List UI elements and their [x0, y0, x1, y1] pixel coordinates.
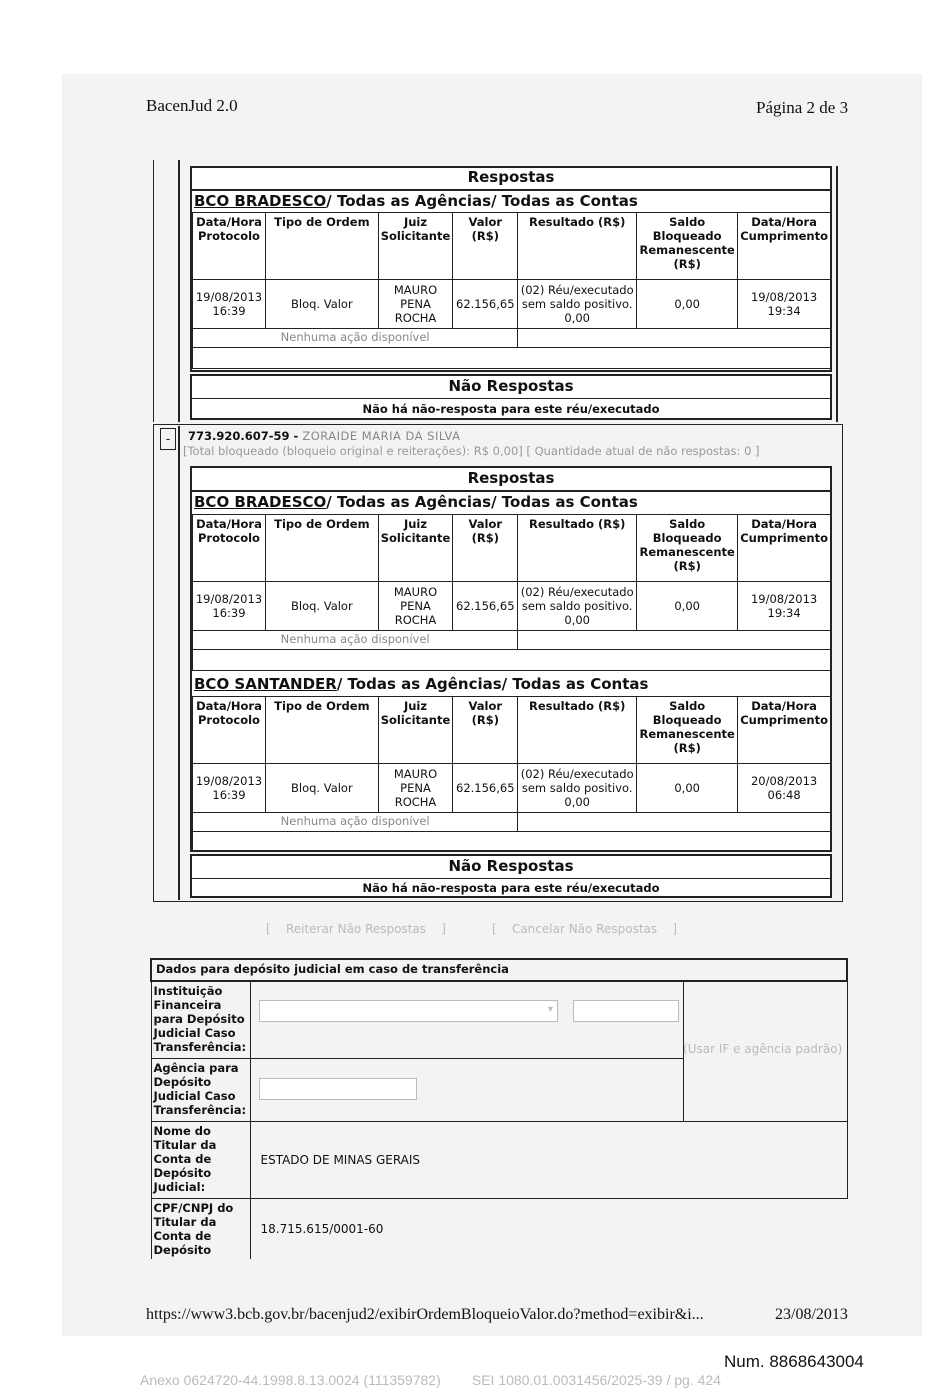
no-action-text: Nenhuma ação disponível: [193, 631, 518, 650]
titular-value: ESTADO DE MINAS GERAIS: [250, 1122, 847, 1199]
table-row: [193, 280, 831, 329]
nao-respostas-panel-1: [190, 374, 832, 420]
action-row: [193, 813, 831, 832]
bank-name: BCO BRADESCO: [194, 493, 327, 511]
cell-cumprimento: 19/08/2013 19:34: [738, 582, 831, 631]
bank-header-bradesco: [194, 192, 638, 210]
title-divider: [192, 189, 831, 191]
defendant-name: ZORAIDE MARIA DA SILVA: [302, 429, 461, 443]
cell-resultado: (02) Réu/executado sem saldo positivo. 0,00: [518, 764, 637, 813]
no-action-text: Nenhuma ação disponível: [193, 813, 518, 832]
col-saldo: Saldo Bloqueado Remanescente (R$): [637, 697, 738, 764]
cell-protocolo: 19/08/2013 16:39: [193, 764, 266, 813]
respostas-title: Respostas: [467, 168, 555, 186]
cell-saldo: 0,00: [637, 582, 738, 631]
cell-resultado: (02) Réu/executado sem saldo positivo. 0,00: [518, 280, 637, 329]
cell-valor: 62.156,65: [453, 280, 518, 329]
hint-usar-if-padrao[interactable]: (Usar IF e agência padrão): [683, 1042, 843, 1056]
col-valor: Valor (R$): [453, 697, 518, 764]
cell-valor: 62.156,65: [453, 582, 518, 631]
page-number: Página 2 de 3: [756, 98, 849, 117]
app-title: BacenJud 2.0: [146, 96, 238, 115]
col-resultado: Resultado (R$): [518, 697, 637, 764]
col-tipo: Tipo de Ordem: [265, 213, 378, 280]
document-number: Num. 8868643004: [724, 1352, 864, 1371]
titular-label: Nome do Titular da Conta de Depósito Judicial:: [151, 1122, 250, 1199]
cpf-value: 18.715.615/0001-60: [250, 1199, 847, 1260]
collapse-toggle[interactable]: [160, 428, 176, 450]
cell-resultado: (02) Réu/executado sem saldo positivo. 0,00: [518, 582, 637, 631]
cell-protocolo: 19/08/2013 16:39: [193, 582, 266, 631]
respostas-title: Respostas: [467, 469, 555, 487]
cell-tipo: Bloq. Valor: [265, 582, 378, 631]
response-table-bradesco: [192, 514, 831, 671]
nao-respostas-divider: [192, 398, 830, 399]
col-juiz: Juiz Solicitante: [378, 515, 453, 582]
col-cumprimento: Data/Hora Cumprimento: [738, 213, 831, 280]
response-table-santander: [192, 696, 831, 851]
col-valor: Valor (R$): [453, 515, 518, 582]
bank-name: BCO SANTANDER: [194, 675, 337, 693]
defendant-header: [188, 429, 461, 443]
outer-right-line: [836, 166, 838, 422]
bank-scope: / Todas as Agências/ Todas as Contas: [326, 493, 638, 511]
spacer-cell: [193, 650, 831, 671]
spacer-row: [193, 348, 831, 369]
bank-header-santander: [194, 675, 648, 693]
inner-left-line: [178, 160, 180, 422]
deposit-row-cpf: [151, 1199, 847, 1260]
reiterar-label: Reiterar Não Respostas: [285, 922, 427, 936]
defendant-cpf: 773.920.607-59: [188, 429, 290, 443]
cell-saldo: 0,00: [637, 764, 738, 813]
table-header-row: [193, 697, 831, 764]
instituicao-code-input[interactable]: [573, 1000, 679, 1022]
cell-protocolo: 19/08/2013 16:39: [193, 280, 266, 329]
col-saldo: Saldo Bloqueado Remanescente (R$): [637, 515, 738, 582]
agencia-input[interactable]: [259, 1078, 417, 1100]
table-row: [193, 764, 831, 813]
defendant-divider: [178, 426, 180, 900]
annex-watermark: Anexo 0624720-44.1998.8.13.0024 (111359782) SEI 1080.01.0031456/2025-39 / pg. 424: [140, 1372, 721, 1388]
col-juiz: Juiz Solicitante: [378, 697, 453, 764]
nao-respostas-divider: [192, 878, 830, 879]
deposit-title-row: [151, 959, 847, 981]
nao-respostas-title: Não Respostas: [448, 857, 574, 875]
print-date: 23/08/2013: [775, 1306, 848, 1323]
defendant-summary: [Total bloqueado (bloqueio original e reiterações): R$ 0,00] [ Quantidade atual de não respostas: 0 ]: [183, 444, 760, 458]
nao-respostas-panel-2: [190, 854, 832, 898]
bank-scope: / Todas as Agências/ Todas as Contas: [326, 192, 638, 210]
cell-cumprimento: 20/08/2013 06:48: [738, 764, 831, 813]
collapse-icon: -: [165, 432, 171, 446]
deposit-row-titular: [151, 1122, 847, 1199]
cell-cumprimento: 19/08/2013 19:34: [738, 280, 831, 329]
cell-juiz: MAURO PENA ROCHA: [378, 764, 453, 813]
title-divider: [192, 490, 831, 492]
table-header-row: [193, 515, 831, 582]
spacer-cell: [193, 348, 831, 369]
bank-name: BCO BRADESCO: [194, 192, 327, 210]
col-juiz: Juiz Solicitante: [378, 213, 453, 280]
action-empty-cell: [518, 813, 831, 832]
col-resultado: Resultado (R$): [518, 515, 637, 582]
reiterar-nao-respostas-button[interactable]: [ Reiterar Não Respostas ]: [266, 922, 446, 936]
cell-tipo: Bloq. Valor: [265, 280, 378, 329]
action-empty-cell: [518, 631, 831, 650]
cpf-label: CPF/CNPJ do Titular da Conta de Depósito: [151, 1199, 250, 1260]
chevron-down-icon: ▾: [547, 1004, 553, 1015]
response-table-1: [192, 212, 831, 369]
nao-respostas-title: Não Respostas: [448, 377, 574, 395]
bank-scope: / Todas as Agências/ Todas as Contas: [336, 675, 649, 693]
cancelar-label: Cancelar Não Respostas: [511, 922, 658, 936]
col-tipo: Tipo de Ordem: [265, 515, 378, 582]
col-protocolo: Data/Hora Protocolo: [193, 515, 266, 582]
col-resultado: Resultado (R$): [518, 213, 637, 280]
defendant-sep: -: [289, 429, 303, 443]
col-cumprimento: Data/Hora Cumprimento: [738, 515, 831, 582]
cell-juiz: MAURO PENA ROCHA: [378, 582, 453, 631]
col-protocolo: Data/Hora Protocolo: [193, 213, 266, 280]
no-action-text: Nenhuma ação disponível: [193, 329, 518, 348]
action-row: [193, 631, 831, 650]
deposit-title: Dados para depósito judicial em caso de transferência: [151, 959, 847, 981]
page-url: https://www3.bcb.gov.br/bacenjud2/exibirOrdemBloqueioValor.do?method=exibir&i...: [146, 1306, 704, 1323]
col-valor: Valor (R$): [453, 213, 518, 280]
cell-juiz: MAURO PENA ROCHA: [378, 280, 453, 329]
instituicao-select[interactable]: [259, 1000, 558, 1022]
agencia-label: Agência para Depósito Judicial Caso Transferência:: [151, 1059, 250, 1122]
hint-text: Usar IF e agência padrão: [687, 1042, 838, 1056]
cell-saldo: 0,00: [637, 280, 738, 329]
nao-respostas-text: Não há não-resposta para este réu/executado: [362, 402, 660, 416]
col-protocolo: Data/Hora Protocolo: [193, 697, 266, 764]
cancelar-nao-respostas-button[interactable]: [ Cancelar Não Respostas ]: [492, 922, 678, 936]
col-saldo: Saldo Bloqueado Remanescente (R$): [637, 213, 738, 280]
table-header-row: [193, 213, 831, 280]
action-empty-cell: [518, 329, 831, 348]
cell-tipo: Bloq. Valor: [265, 764, 378, 813]
bank-header-bradesco: [194, 493, 638, 511]
spacer-cell: [193, 832, 831, 851]
action-row: [193, 329, 831, 348]
spacer-row: [193, 650, 831, 671]
col-cumprimento: Data/Hora Cumprimento: [738, 697, 831, 764]
outer-left-line: [153, 160, 154, 422]
spacer-row: [193, 832, 831, 851]
cell-valor: 62.156,65: [453, 764, 518, 813]
nao-respostas-text: Não há não-resposta para este réu/executado: [362, 881, 660, 895]
instituicao-label: Instituição Financeira para Depósito Judicial Caso Transferência:: [151, 981, 250, 1059]
table-row: [193, 582, 831, 631]
col-tipo: Tipo de Ordem: [265, 697, 378, 764]
